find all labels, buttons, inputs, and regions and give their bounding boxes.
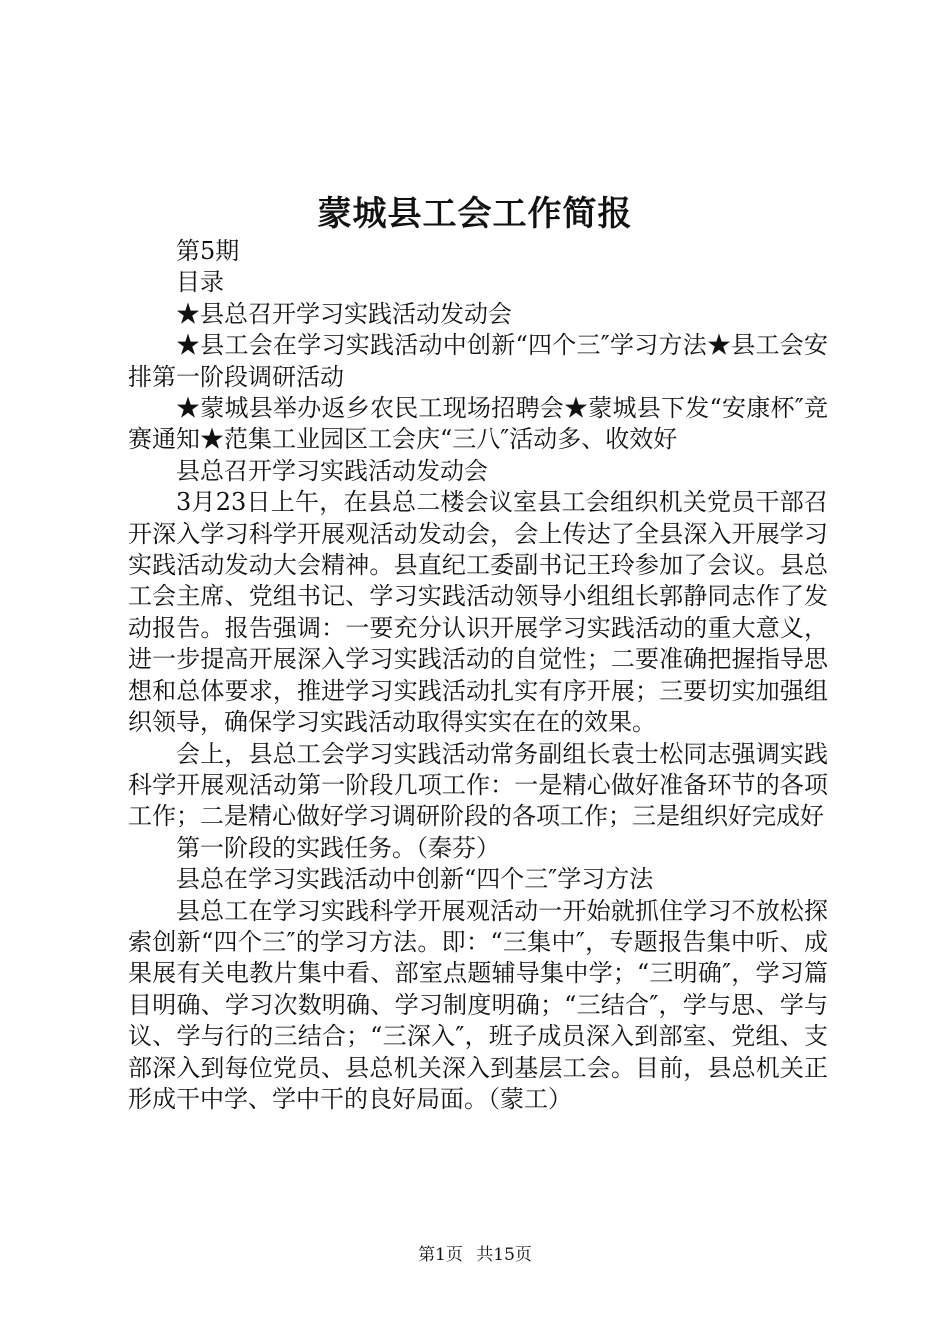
section-heading: 县总召开学习实践活动发动会 — [176, 456, 488, 485]
page-footer — [0, 1240, 950, 1265]
issue-number: 第5期 — [176, 237, 240, 265]
page-total: 共15页 — [476, 1245, 532, 1265]
document-body — [128, 236, 828, 1115]
document-title: 蒙城县工会工作简报 — [317, 194, 633, 234]
body-paragraph: 会上，县总工会学习实践活动常务副组长袁士松同志强调实践科学开展观活动第一阶段几项工作：一是精心做好准备环节的各项工作；二是精心做好学习调研阶段的各项工作；三是组织好完成好 — [128, 739, 828, 831]
toc-item: ★县总召开学习实践活动发动会 — [176, 299, 512, 328]
page-number: 第1页 — [418, 1245, 463, 1265]
toc-item: ★县工会在学习实践活动中创新“四个三″学习方法★县工会安排第一阶段调研活动 — [128, 331, 828, 391]
body-paragraph: 3月23日上午，在县总二楼会议室县工会组织机关党员干部召开深入学习科学开展观活动发动会，会上传达了全县深入开展学习实践活动发动大会精神。县直纪工委副书记王玲参加了会议。县总工会主席、党组书记、学习实践活动领导小组组长郭静同志作了发动报告。报告强调：一要充分认识开展学习实践活动的重大意义，进一步提高开展深入学习实践活动的自觉性；二要准确把握指导思想和总体要求，推进学习实践活动扎实有序开展；三要切实加强组织领导，确保学习实践活动取得实实在在的效果。 — [128, 488, 828, 737]
body-paragraph: 第一阶段的实践任务。（秦芬） — [176, 833, 500, 862]
toc-item: ★蒙城县举办返乡农民工现场招聘会★蒙城县下发“安康杯″竞赛通知★范集工业园区工会庆“三八″活动多、收效好 — [128, 394, 828, 454]
toc-heading: 目录 — [176, 268, 224, 297]
body-paragraph: 县总工在学习实践科学开展观活动一开始就抓住学习不放松探索创新“四个三″的学习方法。即：“三集中″，专题报告集中听、成果展有关电教片集中看、部室点题辅导集中学；“三明确″，学习篇目明确、学习次数明确、学习制度明确；“三结合″，学与思、学与议、学与行的三结合；“三深入″，班子成员深入到部室、党组、支部深入到每位党员、县总机关深入到基层工会。目前，县总机关正形成干中学、学中干的良好局面。（蒙工） — [128, 896, 828, 1113]
section-heading: 县总在学习实践活动中创新“四个三″学习方法 — [176, 865, 654, 894]
